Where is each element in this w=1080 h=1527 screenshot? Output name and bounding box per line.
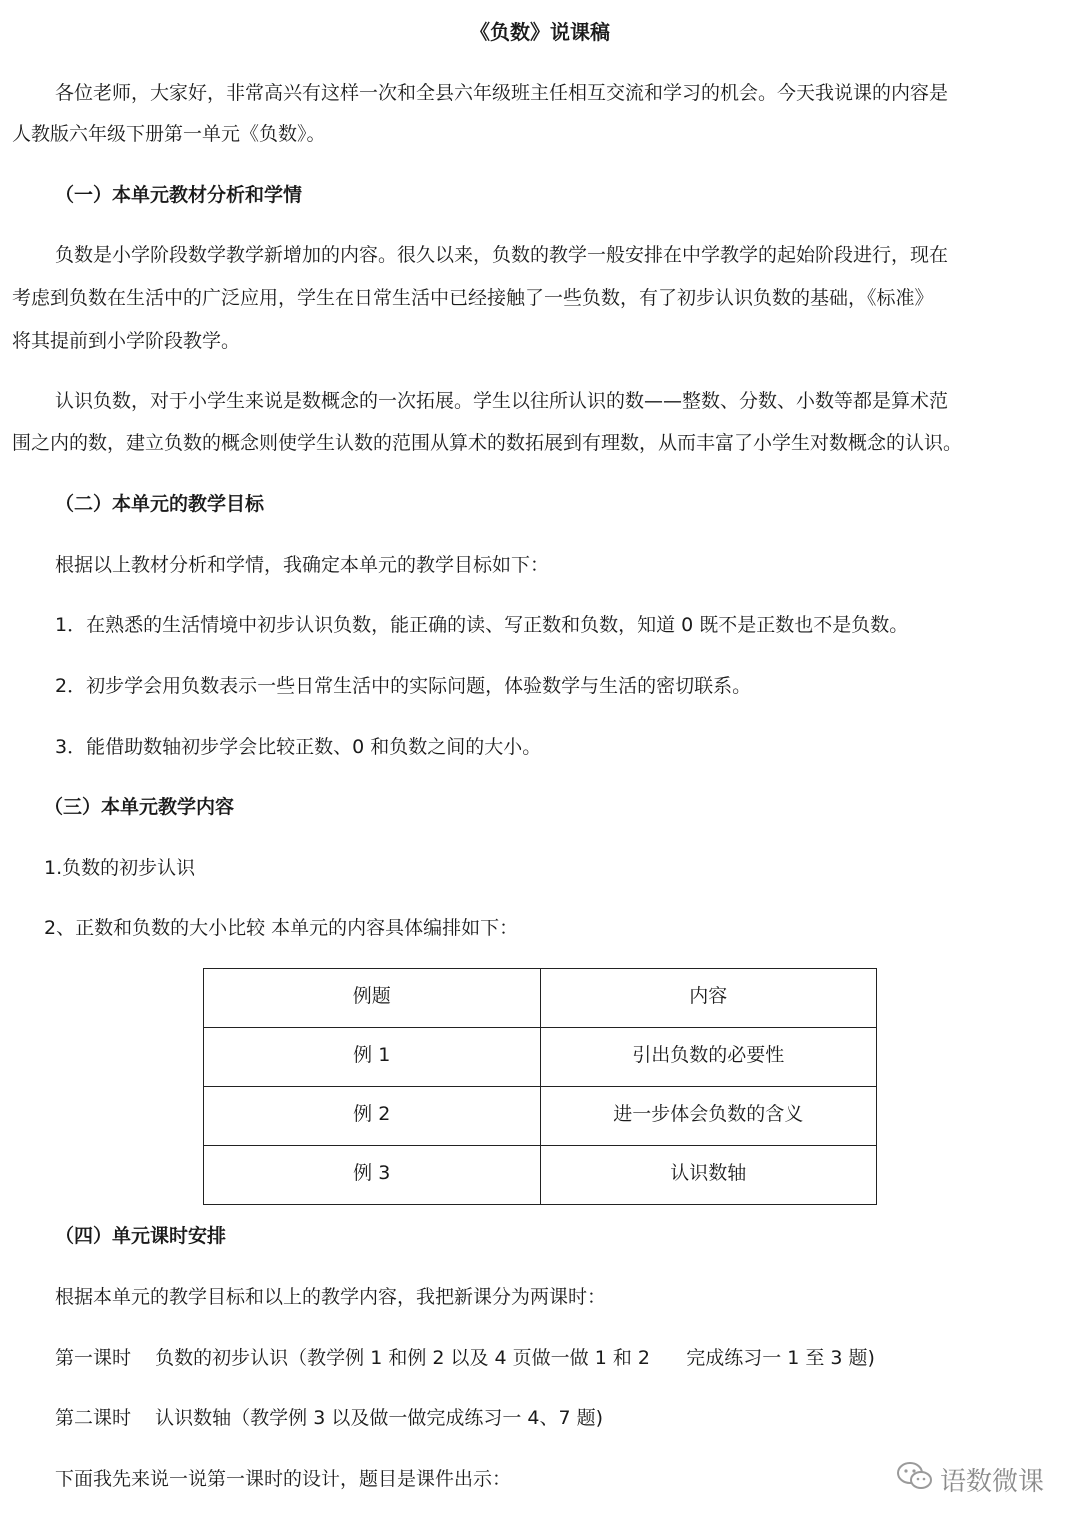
section-1-p1-line-1: 负数是小学阶段数学教学新增加的内容。很久以来，负数的教学一般安排在中学教学的起始阶段进行，现在: [55, 244, 949, 266]
table-row: [204, 1028, 877, 1087]
goal-1: 1．在熟悉的生活情境中初步认识负数，能正确的读、写正数和负数，知道 0 既不是正数也不是负数。: [55, 614, 909, 636]
section-3-heading: （三）本单元教学内容: [44, 796, 235, 818]
content-table: [203, 968, 877, 1205]
table-cell: 例 1: [204, 1028, 541, 1087]
table-cell: 例 2: [204, 1087, 541, 1146]
section-1-p2-line-2: 围之内的数，建立负数的概念则使学生认数的范围从算术的数拓展到有理数，从而丰富了小学生对数概念的认识。: [12, 432, 963, 454]
table-header-row: [204, 969, 877, 1028]
closing-line: 下面我先来说一说第一课时的设计，题目是课件出示：: [55, 1468, 512, 1490]
section-1-heading: （一）本单元教材分析和学情: [55, 184, 303, 206]
table-header-cell: 内容: [540, 969, 877, 1028]
table-cell: 例 3: [204, 1146, 541, 1205]
watermark: [896, 1460, 1044, 1499]
section-2-lead: 根据以上教材分析和学情，我确定本单元的教学目标如下：: [55, 554, 550, 576]
section-1-p2-line-1: 认识负数，对于小学生来说是数概念的一次拓展。学生以往所认识的数——整数、分数、小数等都是算术范: [55, 390, 949, 412]
wechat-icon: [896, 1460, 934, 1499]
section-1-p1-line-3: 将其提前到小学阶段教学。: [12, 330, 241, 352]
section-2-heading: （二）本单元的教学目标: [55, 493, 265, 515]
lesson-1: 第一课时 负数的初步认识（教学例 1 和例 2 以及 4 页做一做 1 和 2 完成练习一 1 至 3 题): [55, 1347, 875, 1369]
table-cell: 引出负数的必要性: [540, 1028, 877, 1087]
table-row: [204, 1146, 877, 1205]
content-item-2: 2、正数和负数的大小比较 本单元的内容具体编排如下：: [44, 917, 519, 939]
section-1-p1-line-2: 考虑到负数在生活中的广泛应用，学生在日常生活中已经接触了一些负数，有了初步认识负数的基础，《标准》: [12, 287, 934, 309]
intro-line-2: 人教版六年级下册第一单元《负数》。: [12, 123, 326, 145]
goal-3: 3．能借助数轴初步学会比较正数、0 和负数之间的大小。: [55, 736, 542, 758]
goal-2: 2．初步学会用负数表示一些日常生活中的实际问题，体验数学与生活的密切联系。: [55, 675, 752, 697]
table-cell: 认识数轴: [540, 1146, 877, 1205]
content-item-1: 1.负数的初步认识: [44, 857, 196, 879]
table-cell: 进一步体会负数的含义: [540, 1087, 877, 1146]
lesson-2: 第二课时 认识数轴（教学例 3 以及做一做完成练习一 4、7 题): [55, 1407, 603, 1429]
section-4-lead: 根据本单元的教学目标和以上的教学内容，我把新课分为两课时：: [55, 1286, 607, 1308]
watermark-text: 语数微课: [940, 1467, 1045, 1497]
table-header-cell: 例题: [204, 969, 541, 1028]
intro-line-1: 各位老师，大家好，非常高兴有这样一次和全县六年级班主任相互交流和学习的机会。今天我说课的内容是: [55, 82, 949, 104]
table-row: [204, 1087, 877, 1146]
section-4-heading: （四）单元课时安排: [55, 1225, 227, 1247]
page-title: 《负数》说课稿: [470, 20, 610, 44]
